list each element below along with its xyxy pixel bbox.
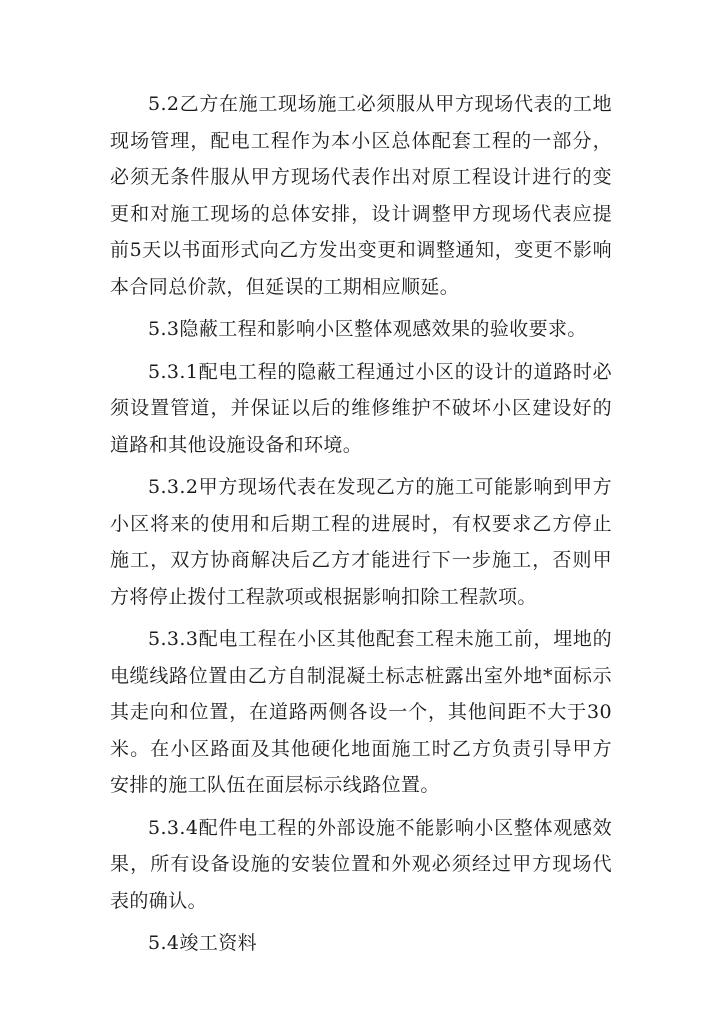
paragraph-5-3-3: 5.3.3配电工程在小区其他配套工程未施工前，埋地的电缆线路位置由乙方自制混凝土标志桩露出室外地*面标示其走向和位置，在道路两侧各设一个，其他间距不大于30米。在小区路面及其他硬化地面施工时乙方负责引导甲方安排的施工队伍在面层标示线路位置。 (110, 628, 612, 796)
document-body (110, 86, 612, 968)
paragraph-5-2: 5.2乙方在施工现场施工必须服从甲方现场代表的工地现场管理，配电工程作为本小区总体配套工程的一部分，必须无条件服从甲方现场代表作出对原工程设计进行的变更和对施工现场的总体安排，设计调整甲方现场代表应提前5天以书面形式向乙方发出变更和调整通知，变更不影响本合同总价款，但延误的工期相应顺延。 (110, 93, 612, 298)
heading-5-3: 5.3隐蔽工程和影响小区整体观感效果的验收要求。 (148, 318, 587, 340)
heading-5-4: 5.4竣工资料 (148, 932, 258, 954)
paragraph-5-3-4: 5.3.4配件电工程的外部设施不能影响小区整体观感效果，所有设备设施的安装位置和外观必须经过甲方现场代表的确认。 (110, 816, 612, 912)
paragraph-5-3-1: 5.3.1配电工程的隐蔽工程通过小区的设计的道路时必须设置管道，并保证以后的维修维护不破坏小区建设好的道路和其他设施设备和环境。 (110, 360, 612, 456)
paragraph-5-3-2: 5.3.2甲方现场代表在发现乙方的施工可能影响到甲方小区将来的使用和后期工程的进展时，有权要求乙方停止施工，双方协商解决后乙方才能进行下一步施工，否则甲方将停止拨付工程款项或根据影响扣除工程款项。 (110, 476, 612, 608)
